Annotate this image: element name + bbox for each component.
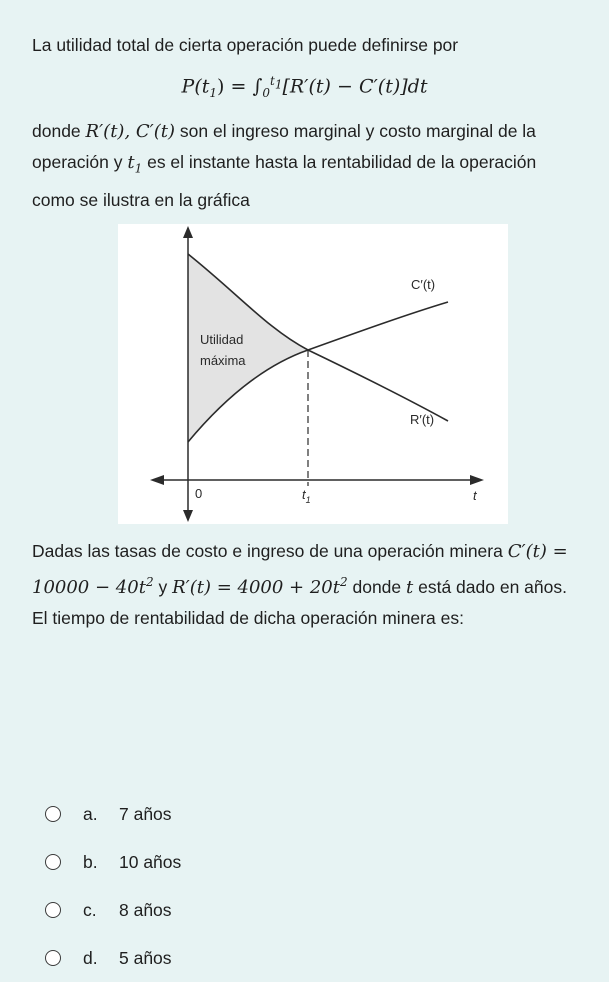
option-text: 5 años	[119, 947, 172, 968]
label-t-axis: t	[473, 488, 477, 503]
revenue-rate-formula: R′(t) = 4000 + 20t	[172, 577, 340, 598]
body-text-a: Dadas las tasas de costo e ingreso de una operación minera	[32, 541, 508, 561]
option-a[interactable]	[44, 790, 181, 838]
option-text: 10 años	[119, 851, 182, 872]
body-math-t: t	[406, 577, 414, 598]
max-utility-area	[188, 254, 308, 442]
def-math-t1-sub: 1	[134, 161, 143, 176]
option-letter: a.	[83, 803, 98, 824]
label-t1-sub: 1	[305, 495, 311, 505]
option-c[interactable]	[44, 886, 181, 934]
radio-button-c[interactable]	[45, 902, 61, 918]
marginal-cost-revenue-graph	[118, 224, 508, 524]
body-text-d: está dado en años. El tiempo de rentabilidad de dicha operación minera es:	[32, 577, 567, 628]
def-math-marginals: R′(t), C′(t)	[85, 121, 176, 142]
option-text: 7 años	[119, 803, 172, 824]
question-body	[32, 536, 582, 634]
option-text: 8 años	[119, 899, 172, 920]
formula-lhs-close: ) =	[217, 75, 253, 98]
profit-formula	[0, 74, 609, 100]
x-axis-arrow-left	[150, 475, 164, 485]
formula-lhs-sub: 1	[209, 86, 218, 101]
label-t1-main: t	[302, 487, 306, 502]
label-utility-1: Utilidad	[200, 332, 244, 347]
option-letter: c.	[83, 899, 97, 920]
answer-options	[44, 790, 181, 982]
option-b[interactable]	[44, 838, 181, 886]
label-cost: C′(t)	[411, 277, 436, 292]
y-axis-arrow-top	[183, 226, 193, 238]
def-text-b: son el ingreso marginal y costo marginal de la operación y	[32, 121, 536, 172]
body-text-c: donde	[347, 577, 407, 597]
radio-button-a[interactable]	[45, 806, 61, 822]
formula-lhs: P(t	[181, 75, 210, 98]
def-text-c: es el instante hasta la rentabilidad de la operación como se ilustra en la gráfica	[32, 152, 537, 210]
integral-lower: 0	[262, 86, 270, 101]
integral-upper: t	[269, 74, 275, 88]
radio-button-d[interactable]	[45, 950, 61, 966]
option-letter: d.	[83, 947, 98, 968]
question-intro: La utilidad total de cierta operación puede definirse por	[32, 35, 459, 55]
formula-integrand: [R′(t) − C′(t)]dt	[282, 75, 428, 98]
revenue-rate-exp: 2	[339, 575, 348, 589]
def-text-a: donde	[32, 121, 86, 141]
body-text-b: y	[153, 577, 173, 597]
label-utility-2: máxima	[200, 353, 246, 368]
option-letter: b.	[83, 851, 98, 872]
integral-sign: ∫	[252, 75, 263, 98]
cost-rate-exp: 2	[145, 575, 154, 589]
def-math-t1: t	[127, 152, 135, 173]
radio-button-b[interactable]	[45, 854, 61, 870]
x-axis-arrow-right	[470, 475, 484, 485]
cost-rate-formula: C′(t) = 10000 − 40t	[32, 541, 568, 598]
label-revenue: R′(t)	[410, 412, 435, 427]
label-t1	[302, 487, 311, 505]
y-axis-arrow-bottom	[183, 510, 193, 522]
question-definition	[32, 116, 582, 216]
label-origin: 0	[195, 486, 203, 501]
integral-upper-sub: 1	[274, 77, 283, 92]
